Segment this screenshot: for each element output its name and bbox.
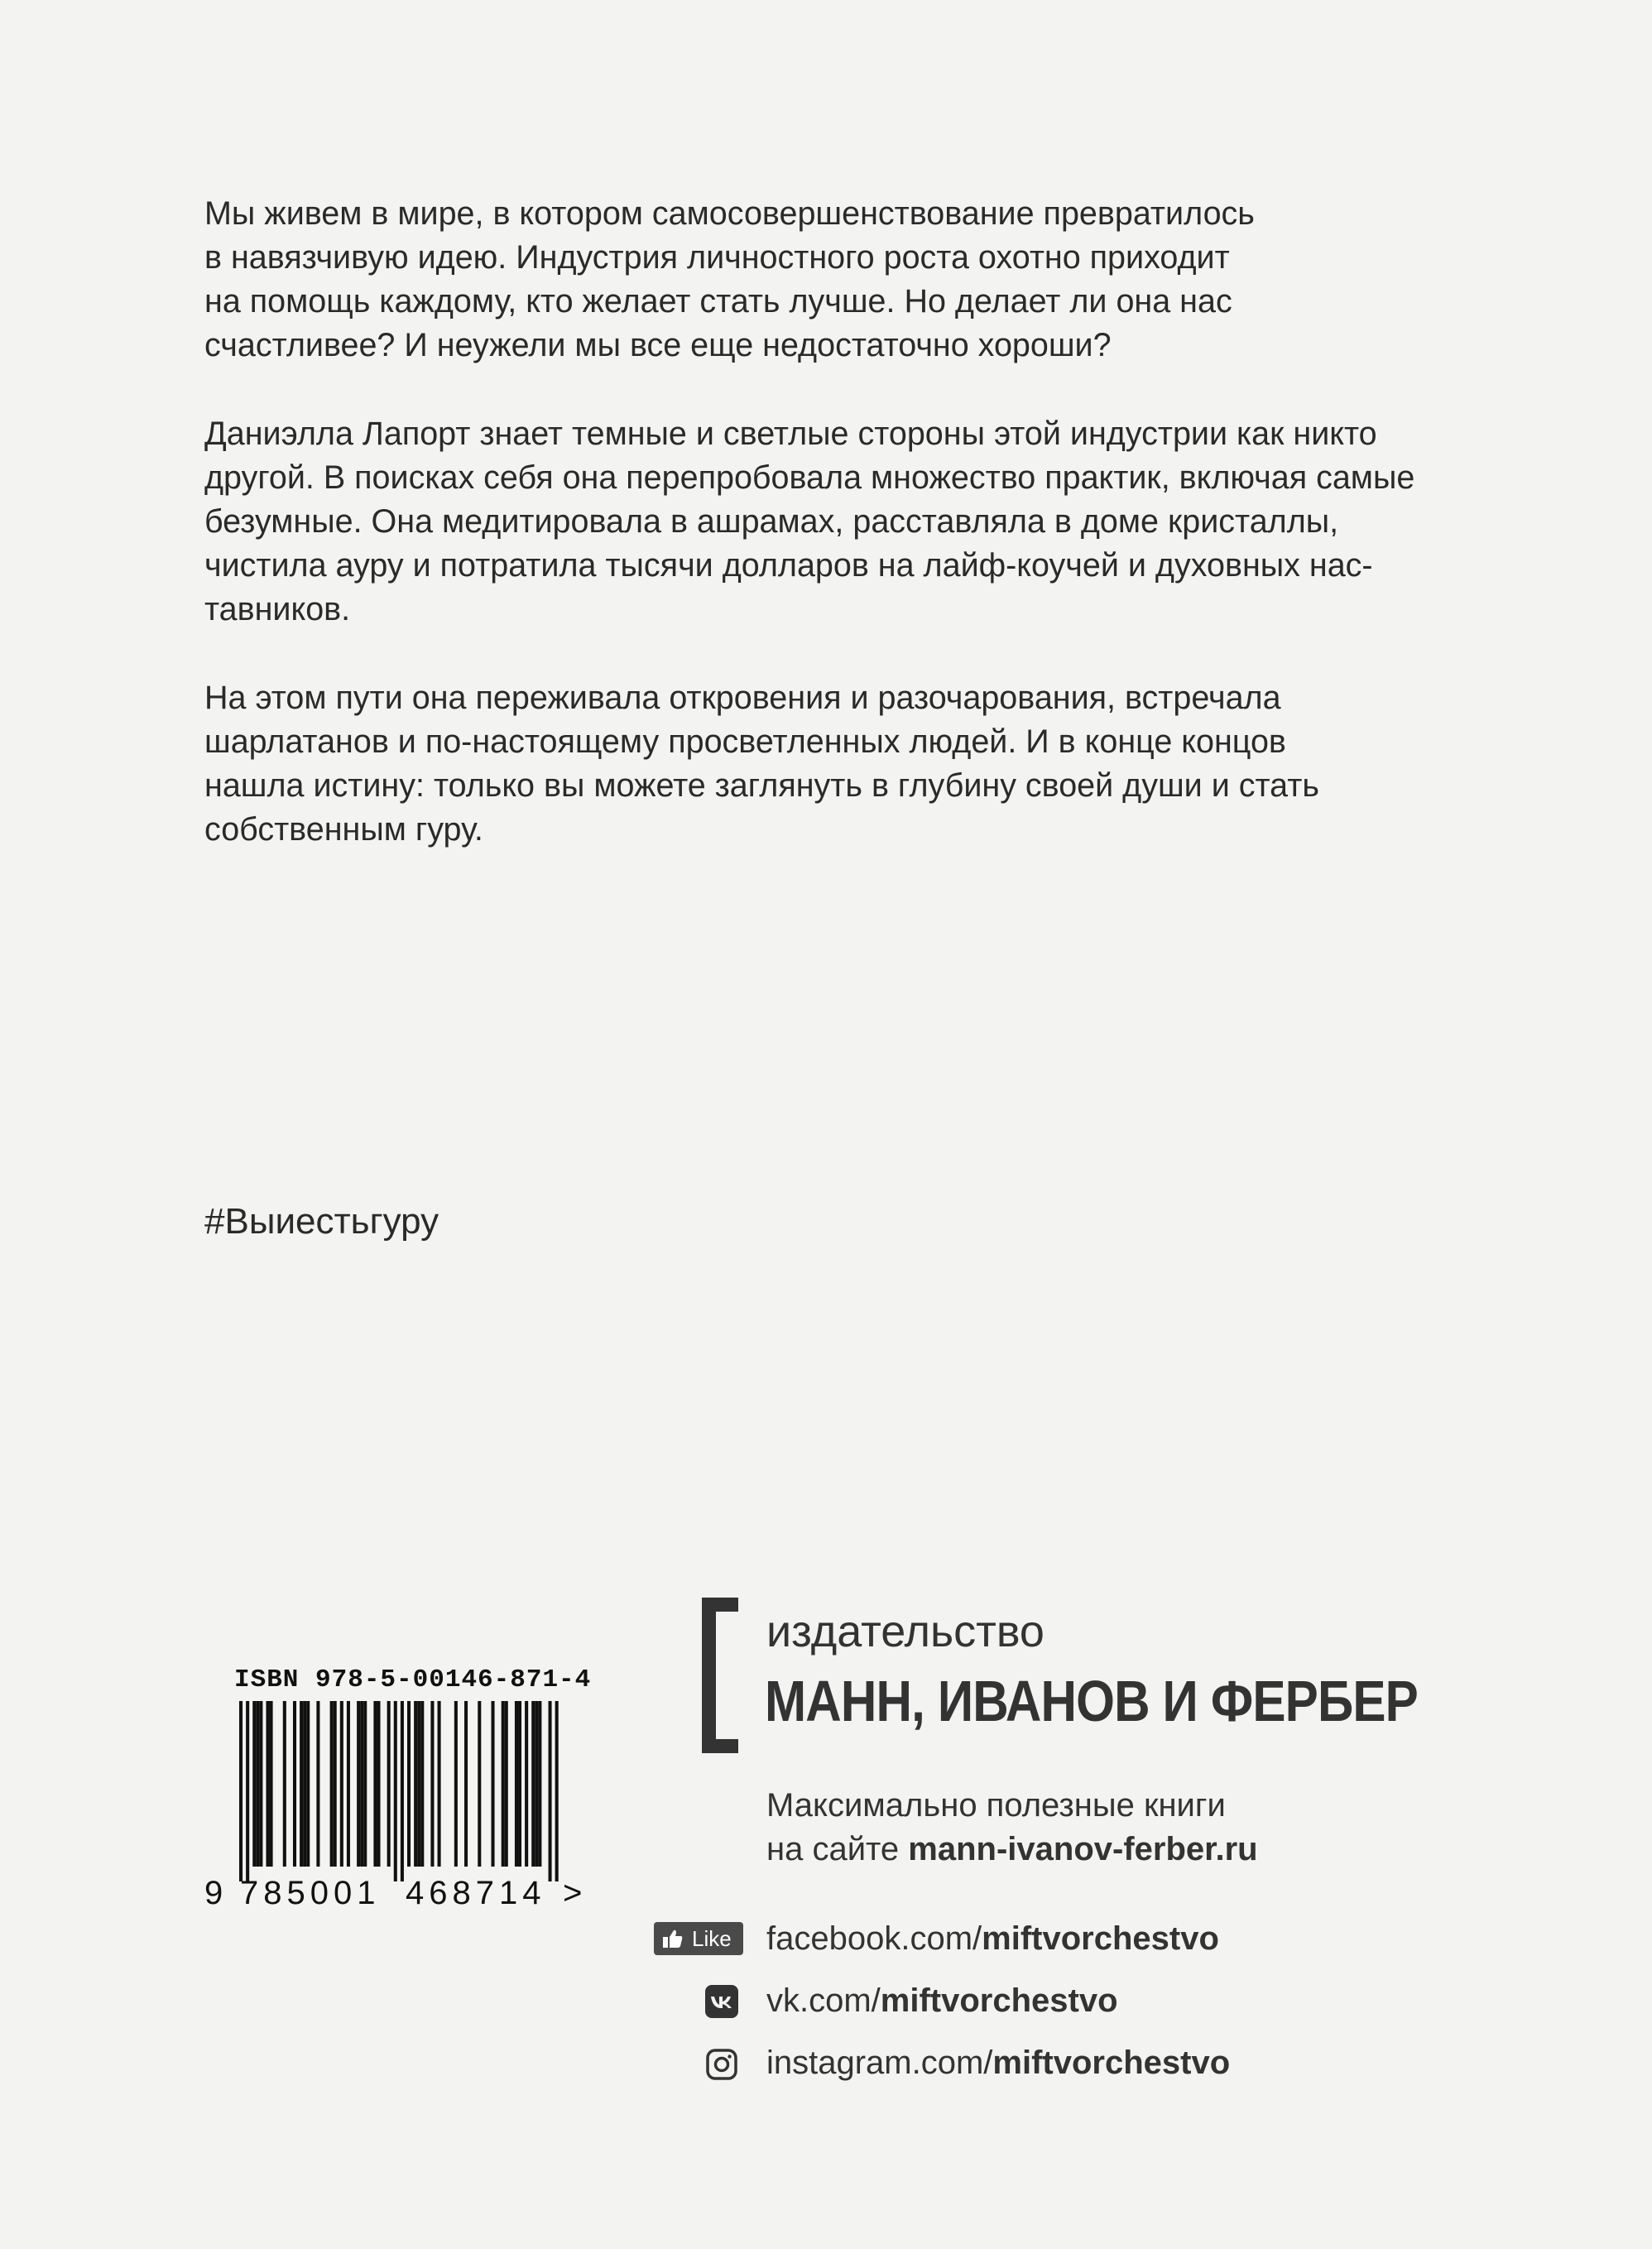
vk-prefix: vk.com/: [766, 1982, 881, 2019]
tagline-line-2: [766, 1828, 1258, 1872]
barcode-guard-bar: [246, 1701, 249, 1881]
barcode-bar: [515, 1701, 518, 1867]
text-line: шарлатанов и по-настоящему просветленных людей. И в конце концов: [204, 723, 1286, 760]
barcode-bar: [330, 1701, 334, 1867]
barcode-bar: [535, 1701, 538, 1867]
instagram-icon: [705, 2048, 738, 2081]
publisher-label: издательство: [766, 1607, 1045, 1656]
barcode-bar: [538, 1701, 541, 1867]
text-line: тавников.: [204, 591, 351, 627]
barcode-digits-group-2: 468714: [406, 1875, 546, 1911]
barcode-bar: [420, 1701, 424, 1867]
barcode-bar: [492, 1701, 495, 1867]
barcode-bar: [256, 1701, 259, 1867]
hashtag: #Выиестьгуру: [204, 1201, 439, 1242]
barcode-bar: [283, 1701, 286, 1867]
barcode-bar: [531, 1701, 535, 1867]
tagline-prefix: на сайте: [766, 1831, 909, 1867]
instagram-prefix: instagram.com/: [766, 2045, 993, 2081]
barcode-bar: [387, 1701, 391, 1867]
instagram-link[interactable]: [766, 2043, 1230, 2083]
barcode-bar: [300, 1701, 303, 1867]
barcode-digit-lead: 9: [204, 1875, 223, 1911]
barcode-bar: [306, 1701, 310, 1867]
barcode-bar: [340, 1701, 343, 1867]
blurb-paragraph-2: [204, 412, 1496, 632]
barcode-bar: [438, 1701, 441, 1867]
text-line: в навязчивую идею. Индустрия личностного роста охотно приходит: [204, 239, 1230, 276]
barcode-digits-group-1: 785001: [240, 1875, 381, 1911]
barcode-bar: [407, 1701, 411, 1867]
barcode-bar: [363, 1701, 367, 1867]
isbn-label: ISBN 978-5-00146-871-4: [234, 1665, 592, 1694]
text-line: счастливее? И неужели мы все еще недостаточно хороши?: [204, 327, 1112, 363]
barcode-bar: [259, 1701, 262, 1867]
barcode-guard-bar: [394, 1701, 397, 1881]
text-line: собственным гуру.: [204, 811, 483, 848]
barcode-bar: [464, 1701, 468, 1867]
barcode-bar: [373, 1701, 377, 1867]
tagline-line-1: Максимально полезные книги: [766, 1787, 1226, 1824]
barcode-guard-bar: [555, 1701, 559, 1881]
barcode-bar: [505, 1701, 508, 1867]
barcode: [206, 1701, 587, 1883]
text-line: Даниэлла Лапорт знает темные и светлые стороны этой индустрии как никто: [204, 416, 1377, 452]
facebook-handle: miftvorchestvo: [982, 1920, 1219, 1957]
facebook-link[interactable]: [766, 1919, 1219, 1958]
barcode-bar: [518, 1701, 521, 1867]
publisher-name: МАНН, ИВАНОВ И ФЕРБЕР: [765, 1669, 1418, 1733]
publisher-tagline: [766, 1784, 1258, 1872]
barcode-bar: [502, 1701, 505, 1867]
barcode-bar: [357, 1701, 360, 1867]
facebook-like-icon[interactable]: [654, 1922, 743, 1955]
text-line: На этом пути она переживала откровения и разочарования, встречала: [204, 680, 1281, 716]
text-line: чистила ауру и потратила тысячи долларов на лайф-коучей и духовных нас-: [204, 547, 1373, 584]
blurb-text: [204, 192, 1496, 896]
barcode-bar: [334, 1701, 337, 1867]
barcode-bar: [360, 1701, 363, 1867]
blurb-paragraph-1: [204, 192, 1496, 368]
text-line: нашла истину: только вы можете заглянуть в глубину своей души и стать: [204, 767, 1319, 804]
text-line: безумные. Она медитировала в ашрамах, расставляла в доме кристаллы,: [204, 503, 1339, 540]
barcode-bar: [414, 1701, 417, 1867]
text-line: другой. В поисках себя она перепробовала множество практик, включая самые: [204, 459, 1415, 496]
publisher-bracket-logo: [702, 1598, 738, 1753]
barcode-bar: [347, 1701, 350, 1867]
barcode-bar: [293, 1701, 296, 1867]
facebook-prefix: facebook.com/: [766, 1920, 982, 1957]
text-line: Мы живем в мире, в котором самосовершенствование превратилось: [204, 195, 1255, 232]
barcode-bar: [316, 1701, 319, 1867]
barcode-bar: [454, 1701, 458, 1867]
barcode-bar: [377, 1701, 380, 1867]
barcode-bar: [525, 1701, 528, 1867]
barcode-guard-bar: [549, 1701, 552, 1881]
instagram-handle: miftvorchestvo: [992, 2045, 1231, 2081]
like-label: Like: [692, 1926, 732, 1951]
blurb-paragraph-3: [204, 676, 1496, 852]
publisher-website-link[interactable]: mann-ivanov-ferber.ru: [908, 1831, 1258, 1867]
barcode-bar: [417, 1701, 420, 1867]
barcode-guard-bar: [239, 1701, 243, 1881]
barcode-bar: [303, 1701, 306, 1867]
barcode-bar: [270, 1701, 273, 1867]
vk-link[interactable]: [766, 1981, 1118, 2021]
barcode-bar: [266, 1701, 269, 1867]
vk-icon: [705, 1985, 738, 2018]
vk-handle: miftvorchestvo: [880, 1982, 1118, 2019]
barcode-bar: [430, 1701, 434, 1867]
barcode-bar: [252, 1701, 256, 1867]
barcode-guard-bar: [401, 1701, 404, 1881]
barcode-bar: [478, 1701, 481, 1867]
barcode-quiet-zone-marker: >: [563, 1875, 583, 1911]
text-line: на помощь каждому, кто желает стать лучше. Но делает ли она нас: [204, 283, 1232, 320]
